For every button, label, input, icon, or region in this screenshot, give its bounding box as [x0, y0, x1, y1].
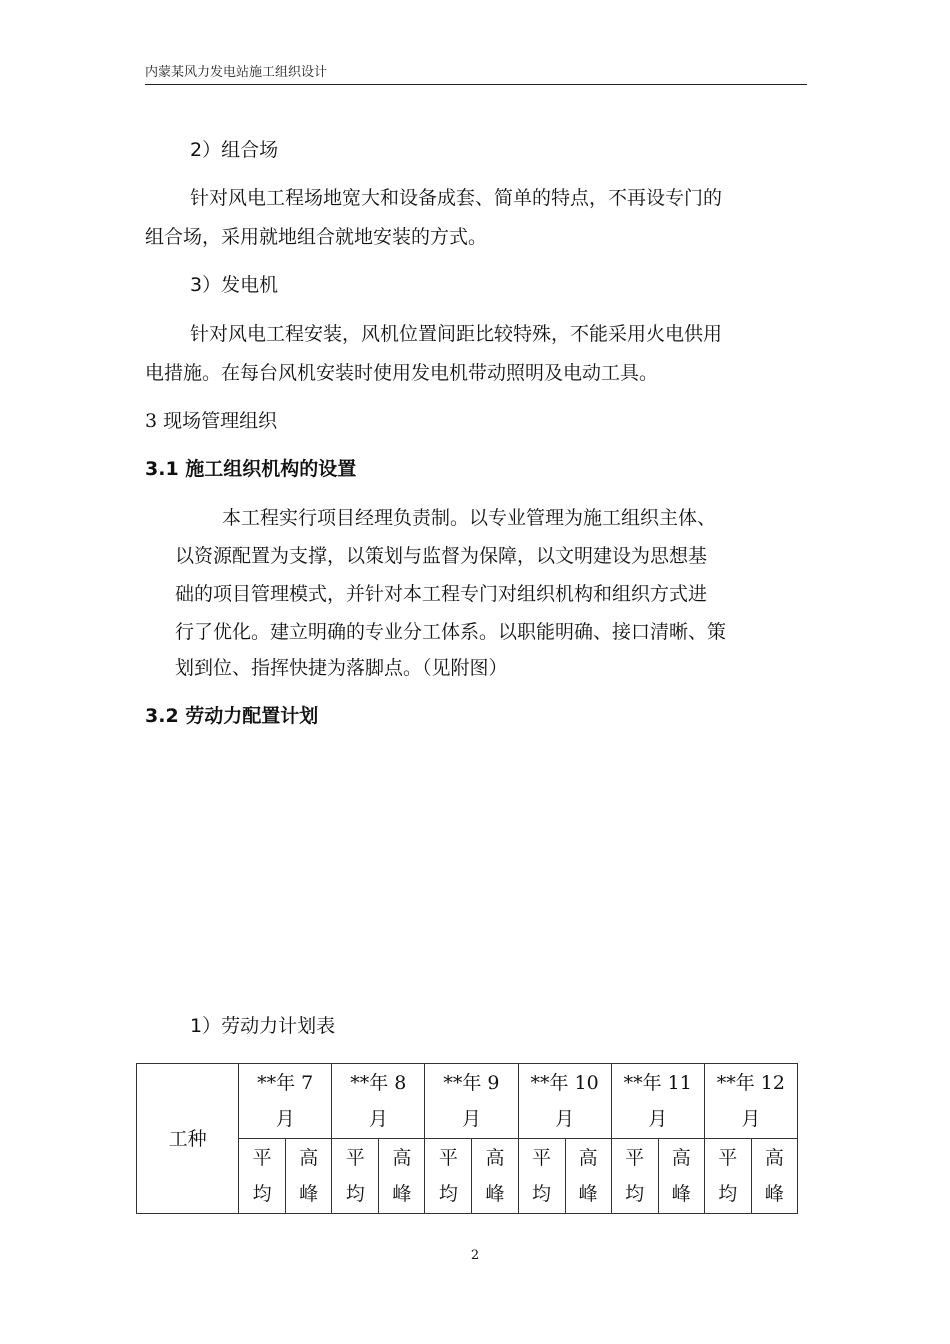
peak-header: 高峰: [565, 1139, 611, 1214]
month-header: **年 10 月: [518, 1064, 611, 1139]
avg-header: 平均: [704, 1139, 751, 1214]
item2-line2: 组合场，采用就地组合就地安装的方式。: [145, 226, 488, 248]
month-header: **年 8 月: [332, 1064, 425, 1139]
month-header: **年 9 月: [425, 1064, 518, 1139]
job-type-header: 工种: [137, 1064, 239, 1214]
header-title: 内蒙某风力发电站施工组织设计: [145, 65, 328, 80]
avg-header: 平均: [239, 1139, 286, 1214]
table-title: 1）劳动力计划表: [190, 1015, 336, 1037]
page-header: [145, 64, 807, 85]
item3-title: 3）发电机: [190, 274, 279, 296]
section-3-1-heading: 3.1 施工组织机构的设置: [145, 458, 357, 480]
para-3-1-line4: 行了优化。建立明确的专业分工体系。以职能明确、接口清晰、策: [175, 621, 727, 643]
para-3-1-line2: 以资源配置为支撑，以策划与监督为保障，以文明建设为思想基: [175, 545, 708, 567]
para-3-1-line1: 本工程实行项目经理负责制。以专业管理为施工组织主体、: [222, 507, 717, 529]
peak-header: 高峰: [472, 1139, 518, 1214]
labor-plan-table: [136, 1063, 798, 1214]
avg-header: 平均: [332, 1139, 379, 1214]
month-header: **年 11 月: [611, 1064, 704, 1139]
section-3-heading: 3 现场管理组织: [145, 410, 278, 432]
peak-header: 高峰: [379, 1139, 425, 1214]
avg-header: 平均: [611, 1139, 658, 1214]
item2-title: 2）组合场: [190, 139, 279, 161]
peak-header: 高峰: [751, 1139, 797, 1214]
section-3-2-heading: 3.2 劳动力配置计划: [145, 705, 319, 727]
table-header-row: [137, 1064, 798, 1139]
page-number: 2: [470, 1248, 480, 1263]
peak-header: 高峰: [658, 1139, 704, 1214]
item2-line1: 针对风电工程场地宽大和设备成套、简单的特点，不再设专门的: [190, 187, 723, 209]
avg-header: 平均: [425, 1139, 472, 1214]
month-header: **年 12 月: [704, 1064, 797, 1139]
item3-line2: 电措施。在每台风机安装时使用发电机带动照明及电动工具。: [145, 362, 659, 384]
avg-header: 平均: [518, 1139, 565, 1214]
para-3-1-line3: 础的项目管理模式，并针对本工程专门对组织机构和组织方式进: [175, 583, 708, 605]
peak-header: 高峰: [286, 1139, 332, 1214]
para-3-1-line5: 划到位、指挥快捷为落脚点。（见附图）: [175, 657, 508, 679]
month-header: **年 7 月: [239, 1064, 332, 1139]
item3-line1: 针对风电工程安装，风机位置间距比较特殊，不能采用火电供用: [190, 323, 723, 345]
